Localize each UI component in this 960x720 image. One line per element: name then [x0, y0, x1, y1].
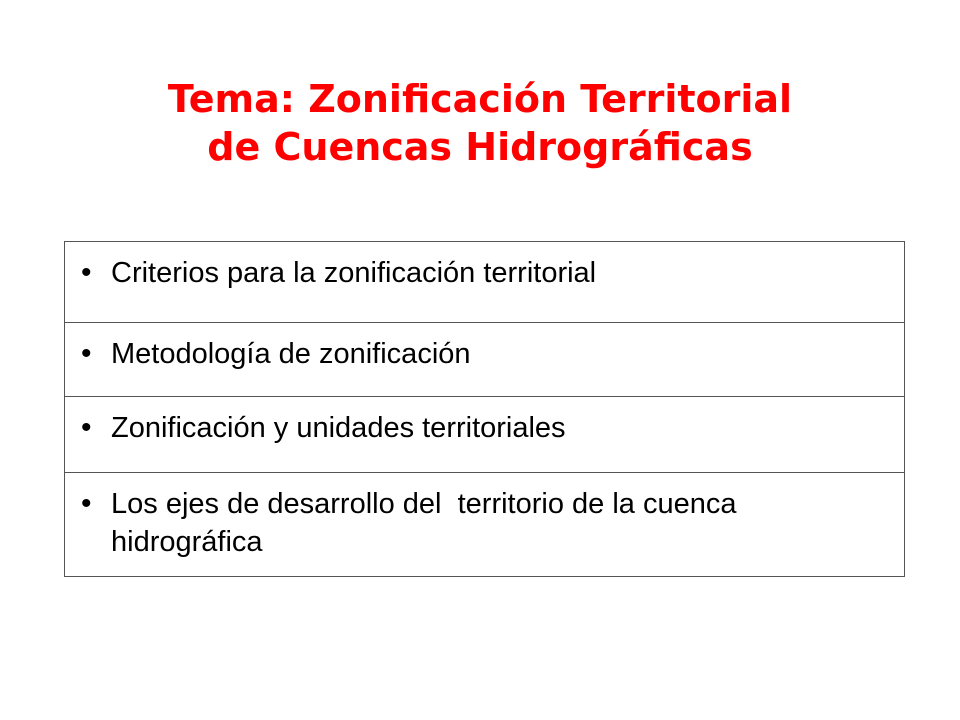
topic-text: Zonificación y unidades territoriales — [111, 412, 566, 444]
bullet-icon: • — [81, 411, 92, 444]
topic-cell — [65, 323, 905, 397]
topic-row — [65, 242, 905, 323]
topics-table — [64, 241, 905, 577]
topic-text: Criterios para la zonificación territorial — [111, 257, 597, 289]
topic-cell — [65, 397, 905, 473]
topic-cell — [65, 473, 905, 577]
bullet-icon: • — [81, 337, 92, 370]
slide-title — [60, 76, 900, 171]
topic-row — [65, 323, 905, 397]
topic-text: Los ejes de desarrollo del territorio de la cuenca hidrográfica — [111, 488, 745, 558]
bullet-icon: • — [81, 487, 92, 520]
bullet-icon: • — [81, 256, 92, 289]
topic-cell — [65, 242, 905, 323]
topic-row — [65, 473, 905, 577]
topic-row — [65, 397, 905, 473]
title-line-1: Tema: Zonificación Territorial — [167, 77, 793, 121]
topic-text: Metodología de zonificación — [111, 338, 471, 370]
title-line-2: de Cuencas Hidrográficas — [207, 124, 753, 169]
